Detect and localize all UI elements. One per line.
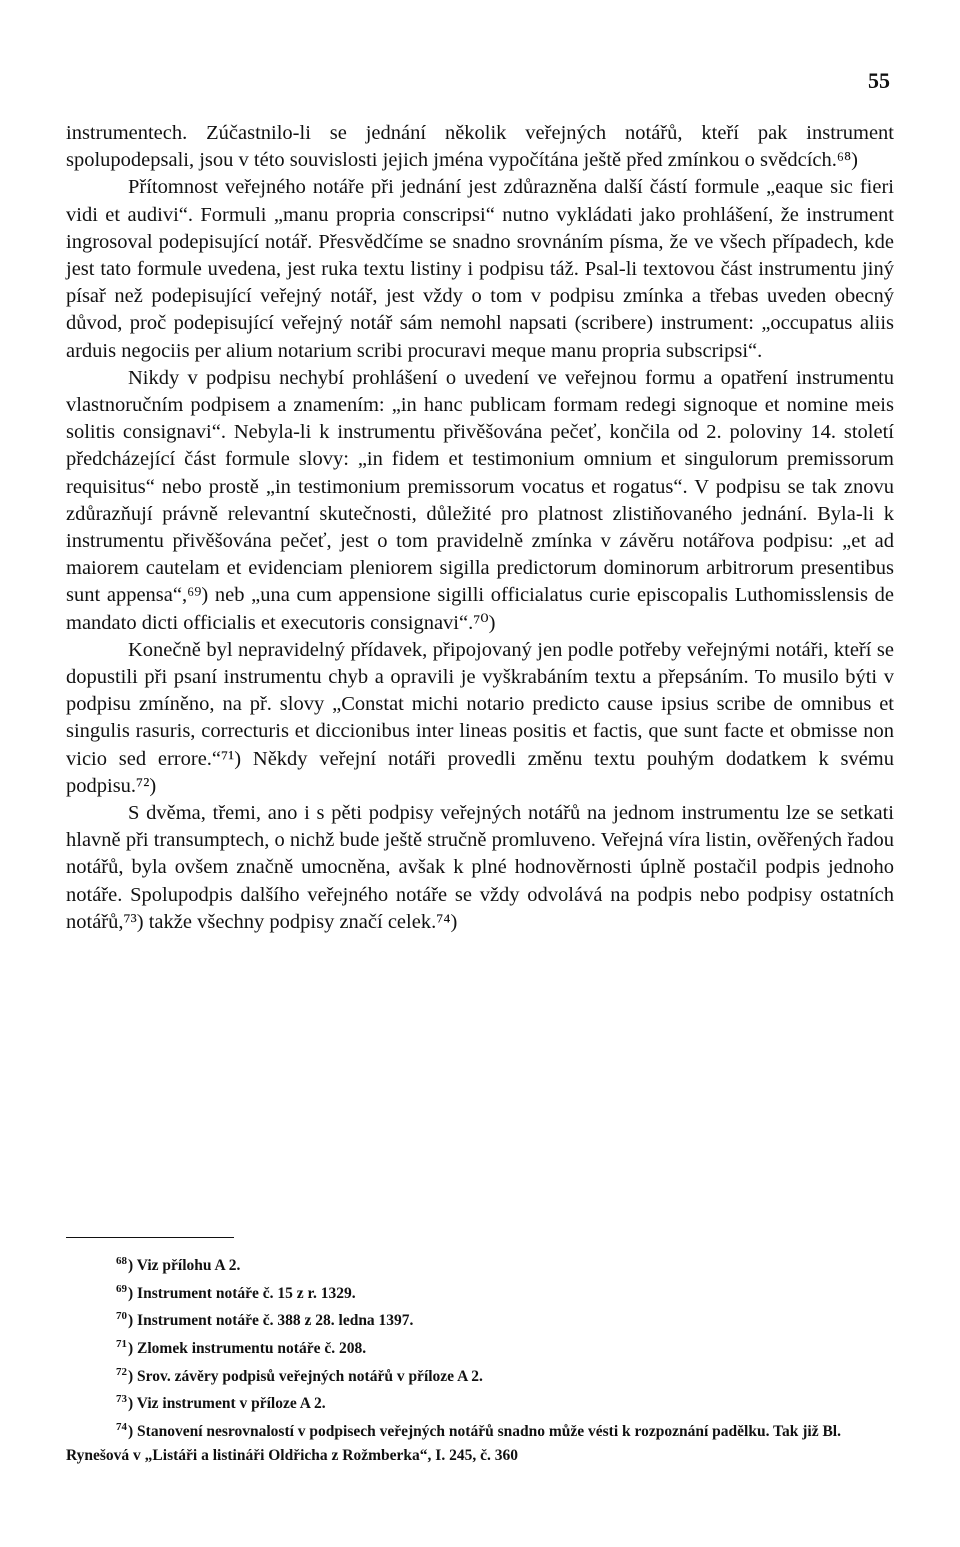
footnote-mark: 72 (116, 1365, 127, 1378)
footnote-mark: 71 (116, 1337, 127, 1350)
footnote-71 (66, 1333, 894, 1361)
footnote-text: ) Srov. závěry podpisů veřejných notářů v příloze A 2. (128, 1367, 483, 1385)
footnote-69 (66, 1278, 894, 1306)
footnote-text: ) Instrument notáře č. 15 z r. 1329. (128, 1284, 356, 1302)
footnote-mark: 69 (116, 1282, 127, 1295)
footnote-73 (66, 1388, 894, 1416)
main-text (66, 120, 894, 936)
footnote-mark: 73 (116, 1393, 127, 1406)
footnote-mark: 70 (116, 1310, 127, 1323)
footnote-text: ) Stanovení nesrovnalostí v podpisech veřejných notářů snadno může vésti k rozpoznání padělku. Tak již Bl. Rynešová v „Listáři a listináři Oldřicha z Rožmberka“, I. 245, č. 360 (66, 1423, 841, 1464)
paragraph-2: Přítomnost veřejného notáře při jednání jest zdůrazněna další částí formule „eaque sic fieri vidi et audivi“. Formuli „manu propria conscripsi“ nutno vykládati jako prohlášení, že instrument ingrosoval podepisující notář. Přesvědčíme se snadno srovnáním písma, že ve všech případech, kde jest tato formule uvedena, jest ruka textu listiny i podpisu táž. Psal-li textovou část instrumentu jiný písař než podepisující veřejný notář, jest vždy o tom v podpisu zmínka a třebas uveden obecný důvod, proč podepisující veřejný notář sám nemohl napsati (scribere) instrument: „occupatus aliis arduis negociis per alium notarium scribi procuravi meque manu propria subscripsi“. (66, 176, 894, 362)
footnote-74 (66, 1416, 894, 1467)
footnote-divider (66, 1237, 234, 1238)
footnote-72 (66, 1361, 894, 1389)
page-number: 55 (868, 68, 890, 93)
footnote-mark: 68 (116, 1255, 127, 1267)
footnotes (66, 1250, 894, 1467)
footnote-70 (66, 1305, 894, 1333)
footnote-mark: 74 (116, 1420, 127, 1433)
paragraph-3: Nikdy v podpisu nechybí prohlášení o uvedení ve veřejnou formu a opatření instrumentu vlastnoručním podpisem a znamením: „in hanc publicam formam redegi signoque et nomine meis solitis consignavi“. Nebyla-li k instrumentu přivěšována pečeť, končila od 2. poloviny 14. století předcházející část formule slovy: „in fidem et testimonium omnium et singulorum premissorum requisitus“ nebo prostě „in testimonium premissorum vocatus et rogatus“. V podpisu se tak znovu zdůrazňují právně relevantní skutečnosti, důležité pro platnost zlistiňovaného jednání. Byla-li k instrumentu přivěšována pečeť, jest o tom pravidelně zmínka v závěru notářova podpisu: „et ad maiorem cautelam et evidenciam pleniorem sigilla predictorum dominorum arbitrorum presentibus sunt appensa“,⁶⁹) neb „una cum appensione sigilli officialatus curie episcopalis Luthomisslensis de mandato dicti officialis et executoris consignavi“.⁷⁰) (66, 366, 894, 634)
footnote-text: ) Zlomek instrumentu notáře č. 208. (128, 1340, 367, 1358)
paragraph-1: instrumentech. Zúčastnilo-li se jednání několik veřejných notářů, kteří pak instrument spolupodepsali, jsou v této souvislosti jejich jména vypočítána ještě před zmínkou o svědcích.⁶⁸) (66, 122, 894, 172)
footnote-68 (66, 1250, 894, 1278)
footnote-text: ) Instrument notáře č. 388 z 28. ledna 1397. (128, 1312, 414, 1330)
paragraph-4: Konečně byl nepravidelný přídavek, připojovaný jen podle potřeby veřejnými notáři, kteří se dopustili při psaní instrumentu chyb a opravili je vyškrabáním textu a přepsáním. To musilo býti v podpisu zmíněno, na př. slovy „Constat michi notario predicto cause ipsius scribe de omnibus et singulis rasuris, correcturis et diccionibus inter lineas positis et factis, que sunt facte et obmisse non vicio sed errore.“⁷¹) Někdy veřejní notáři provedli změnu textu pouhým dodatkem k svému podpisu.⁷²) (66, 638, 894, 797)
footnote-text: ) Viz instrument v příloze A 2. (128, 1395, 326, 1413)
paragraph-5: S dvěma, třemi, ano i s pěti podpisy veřejných notářů na jednom instrumentu lze se setkati hlavně při transumptech, o nichž bude ještě stručně promluveno. Veřejná víra listin, ověřených řadou notářů, byla ovšem značně umocněna, avšak k plné hodnověrnosti úplně postačil podpis jednoho notáře. Spolupodpis dalšího veřejného notáře se vždy odvolává na podpis nebo podpisy ostatních notářů,⁷³) takže všechny podpisy značí celek.⁷⁴) (66, 802, 894, 933)
footnote-text: ) Viz přílohu A 2. (128, 1257, 241, 1275)
